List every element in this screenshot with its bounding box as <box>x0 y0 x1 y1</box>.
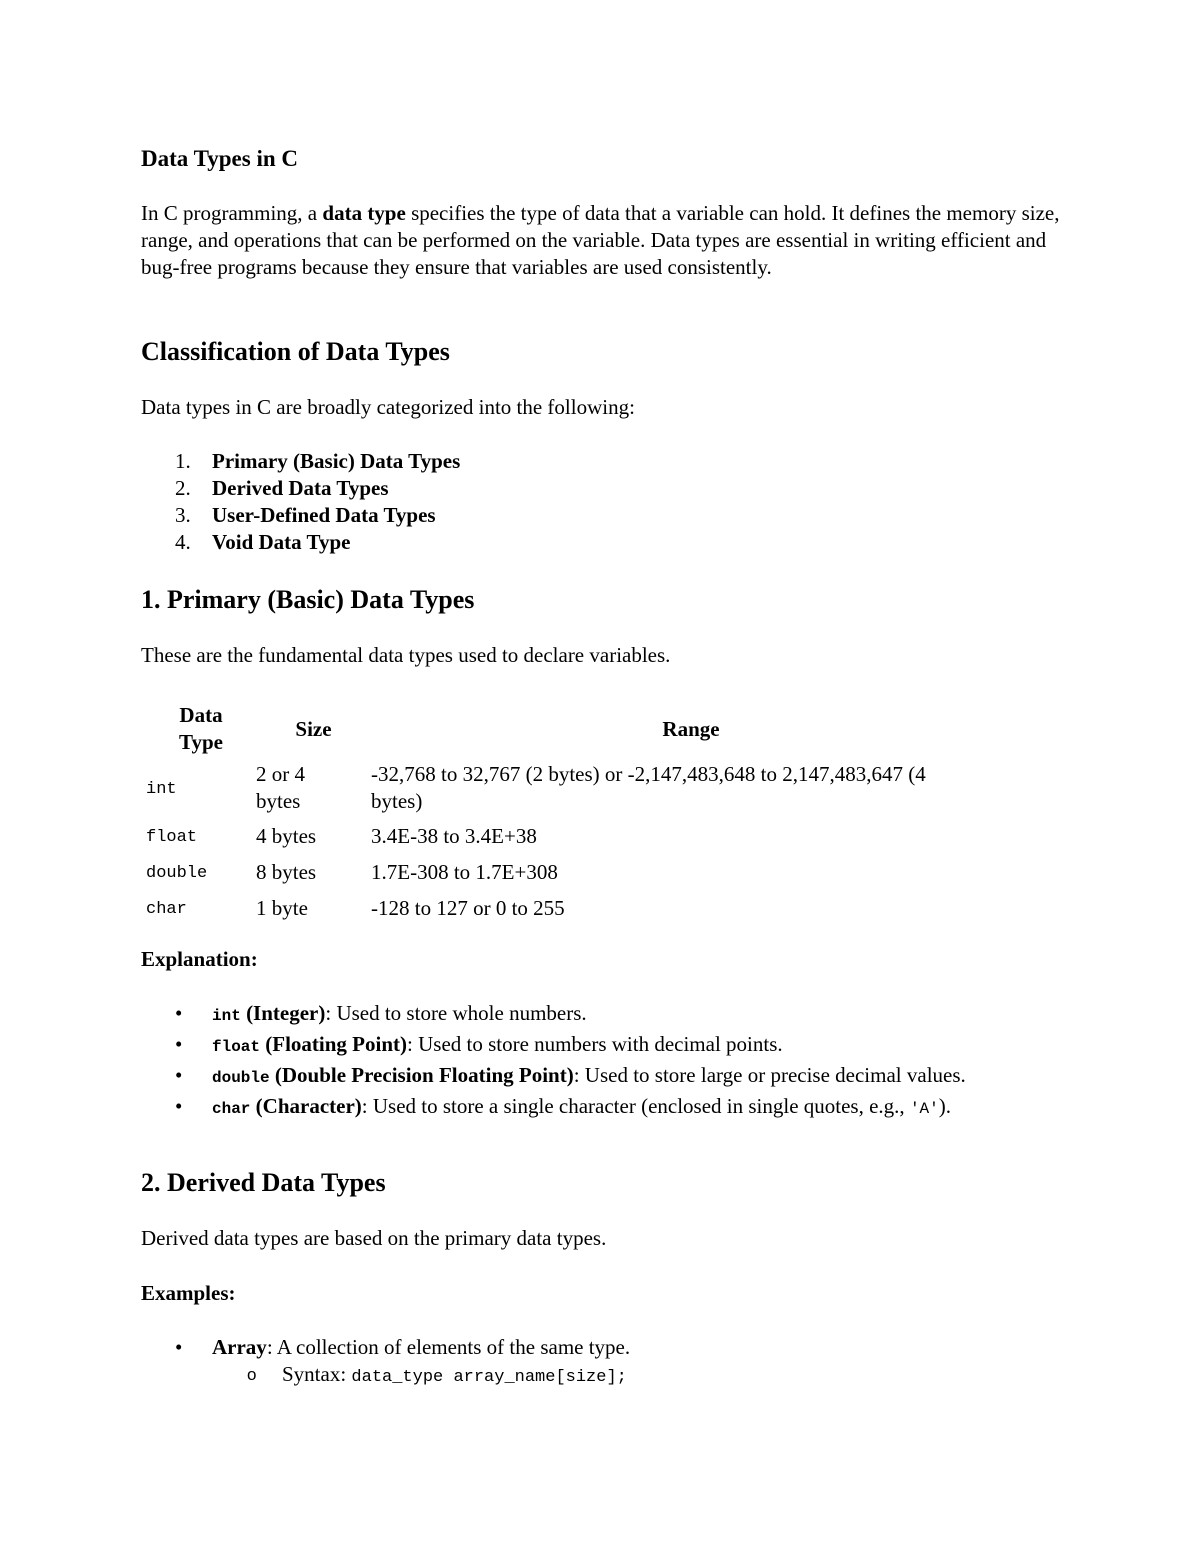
sub-list <box>175 1361 627 1391</box>
data-types-table <box>138 700 1011 926</box>
cell-size: 4 bytes <box>256 823 317 848</box>
list-item: • Array: A collection of elements of the same type. <box>175 1335 631 1359</box>
classification-heading: Classification of Data Types <box>141 337 450 366</box>
explanation-heading: Explanation: <box>141 947 258 971</box>
table-header-row <box>138 700 1011 758</box>
bullet-icon: • <box>175 1335 183 1359</box>
table-row <box>138 818 1011 854</box>
list-label: Void Data Type <box>212 530 351 554</box>
cell-range: -32,768 to 32,767 (2 bytes) or -2,147,483,648 to 2,147,483,647 (4 bytes) <box>371 762 926 813</box>
intro-suffix: specifies the type of data that a variable can hold. It defines the memory size, range, and operations that can be performed on the variable. Data types are essential in writing efficient and bug-free programs because they ensure that variables are used consistently. <box>141 201 1060 279</box>
cell-type: int <box>146 780 177 799</box>
classification-list <box>175 448 460 556</box>
list-item: • char (Character): Used to store a single character (enclosed in single quotes, e.g., 'A'). <box>175 1093 1055 1123</box>
cell-size: 1 byte <box>256 895 308 920</box>
cell-size: 2 or 4 bytes <box>256 762 305 813</box>
list-item <box>175 448 460 475</box>
list-label: User-Defined Data Types <box>212 503 436 527</box>
table-row <box>138 890 1011 926</box>
derived-text: Derived data types are based on the primary data types. <box>141 1226 607 1250</box>
table-row <box>138 854 1011 890</box>
table-row <box>138 758 1011 818</box>
intro-bold-term: data type <box>322 201 406 225</box>
cell-range: 1.7E-308 to 1.7E+308 <box>371 859 558 884</box>
cell-type: double <box>146 864 208 883</box>
list-item <box>175 502 460 529</box>
list-label: Derived Data Types <box>212 476 389 500</box>
explanation-list <box>175 1000 1055 1124</box>
circle-bullet-icon: o <box>247 1365 257 1384</box>
list-number: 2. <box>175 476 191 500</box>
list-item: • float (Floating Point): Used to store numbers with decimal points. <box>175 1031 1055 1061</box>
intro-paragraph <box>141 200 1061 281</box>
header-size: Size <box>295 716 332 741</box>
cell-range: 3.4E-38 to 3.4E+38 <box>371 823 537 848</box>
classification-text: Data types in C are broadly categorized into the following: <box>141 395 635 419</box>
examples-heading: Examples: <box>141 1281 236 1305</box>
list-item: • double (Double Precision Floating Point): Used to store large or precise decimal values. <box>175 1062 1055 1092</box>
list-item <box>175 529 460 556</box>
cell-size: 8 bytes <box>256 859 317 884</box>
bullet-icon: • <box>175 1032 183 1056</box>
cell-type: float <box>146 828 198 847</box>
cell-range: -128 to 127 or 0 to 255 <box>371 895 565 920</box>
cell-type: char <box>146 900 187 919</box>
primary-heading: 1. Primary (Basic) Data Types <box>141 585 475 614</box>
list-number: 4. <box>175 530 191 554</box>
page-title: Data Types in C <box>141 146 298 171</box>
bullet-icon: • <box>175 1001 183 1025</box>
intro-prefix: In C programming, a <box>141 201 323 225</box>
bullet-icon: • <box>175 1063 183 1087</box>
list-number: 1. <box>175 449 191 473</box>
sub-list-item: o Syntax: data_type array_name[size]; <box>247 1361 627 1391</box>
list-item: • int (Integer): Used to store whole numbers. <box>175 1000 1055 1030</box>
bullet-icon: • <box>175 1094 183 1118</box>
primary-text: These are the fundamental data types used to declare variables. <box>141 643 671 667</box>
list-label: Primary (Basic) Data Types <box>212 449 461 473</box>
list-number: 3. <box>175 503 191 527</box>
derived-heading: 2. Derived Data Types <box>141 1168 386 1197</box>
header-range: Range <box>662 716 720 741</box>
list-item <box>175 475 460 502</box>
header-data-type: Data Type <box>179 703 223 754</box>
examples-list <box>175 1334 1055 1362</box>
